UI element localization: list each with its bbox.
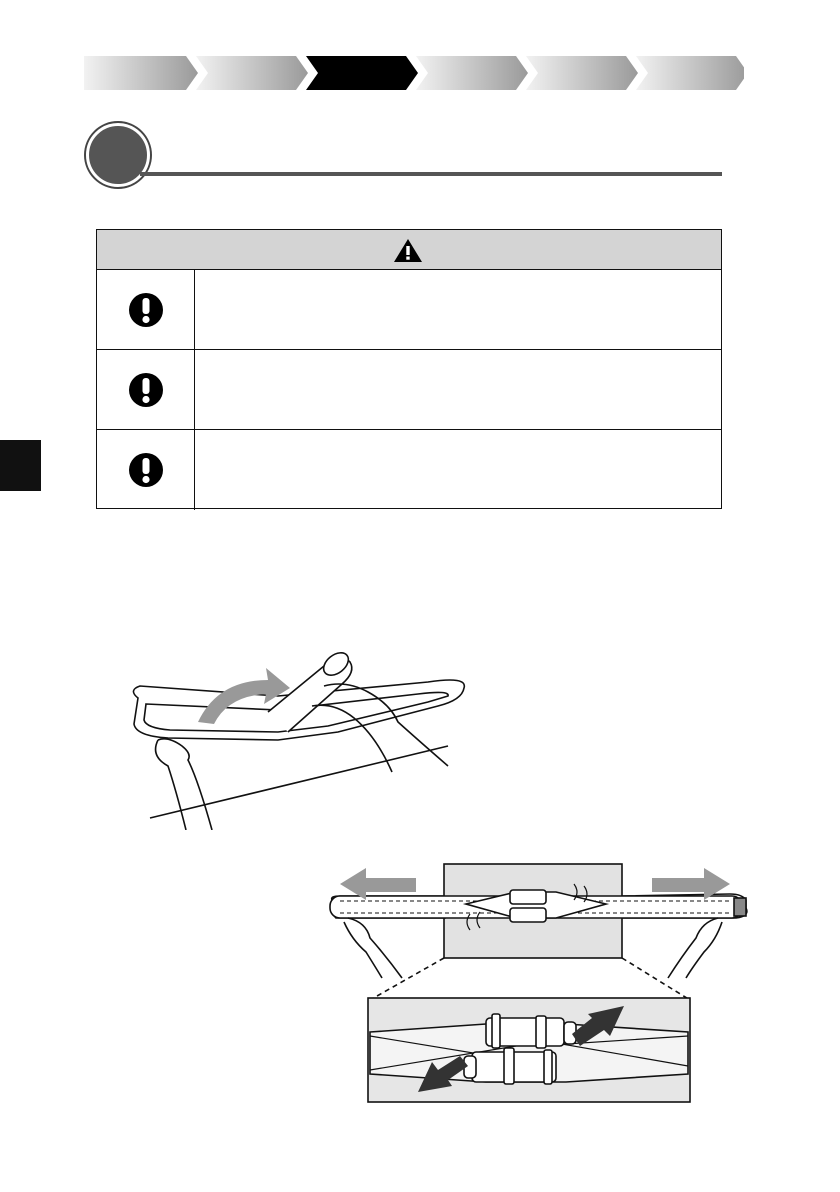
buckle-detail-illustration bbox=[366, 996, 692, 1110]
step-chevron bbox=[636, 56, 744, 90]
step-chevron bbox=[84, 56, 198, 90]
caution-text-cell bbox=[197, 350, 721, 429]
caution-row bbox=[97, 270, 721, 350]
roll-belt-illustration bbox=[128, 640, 468, 834]
step-chevron bbox=[526, 56, 638, 90]
step-progress-bar bbox=[84, 56, 744, 90]
chapter-side-tab bbox=[0, 440, 41, 491]
mandatory-action-icon bbox=[128, 452, 164, 488]
caution-icon-cell bbox=[97, 350, 195, 429]
caution-icon-cell bbox=[97, 430, 195, 510]
caution-text-cell bbox=[197, 430, 721, 510]
caution-row bbox=[97, 430, 721, 510]
caution-text-cell bbox=[197, 270, 721, 349]
mandatory-action-icon bbox=[128, 372, 164, 408]
step-chevron-active bbox=[306, 56, 418, 90]
caution-header bbox=[97, 230, 721, 270]
section-number-circle bbox=[86, 123, 150, 187]
warning-triangle-icon bbox=[393, 238, 423, 263]
step-chevron bbox=[416, 56, 528, 90]
section-title-rule bbox=[140, 172, 722, 176]
step-chevron bbox=[196, 56, 308, 90]
mandatory-action-icon bbox=[128, 292, 164, 328]
caution-row bbox=[97, 350, 721, 430]
caution-table bbox=[96, 229, 722, 509]
caution-icon-cell bbox=[97, 270, 195, 349]
